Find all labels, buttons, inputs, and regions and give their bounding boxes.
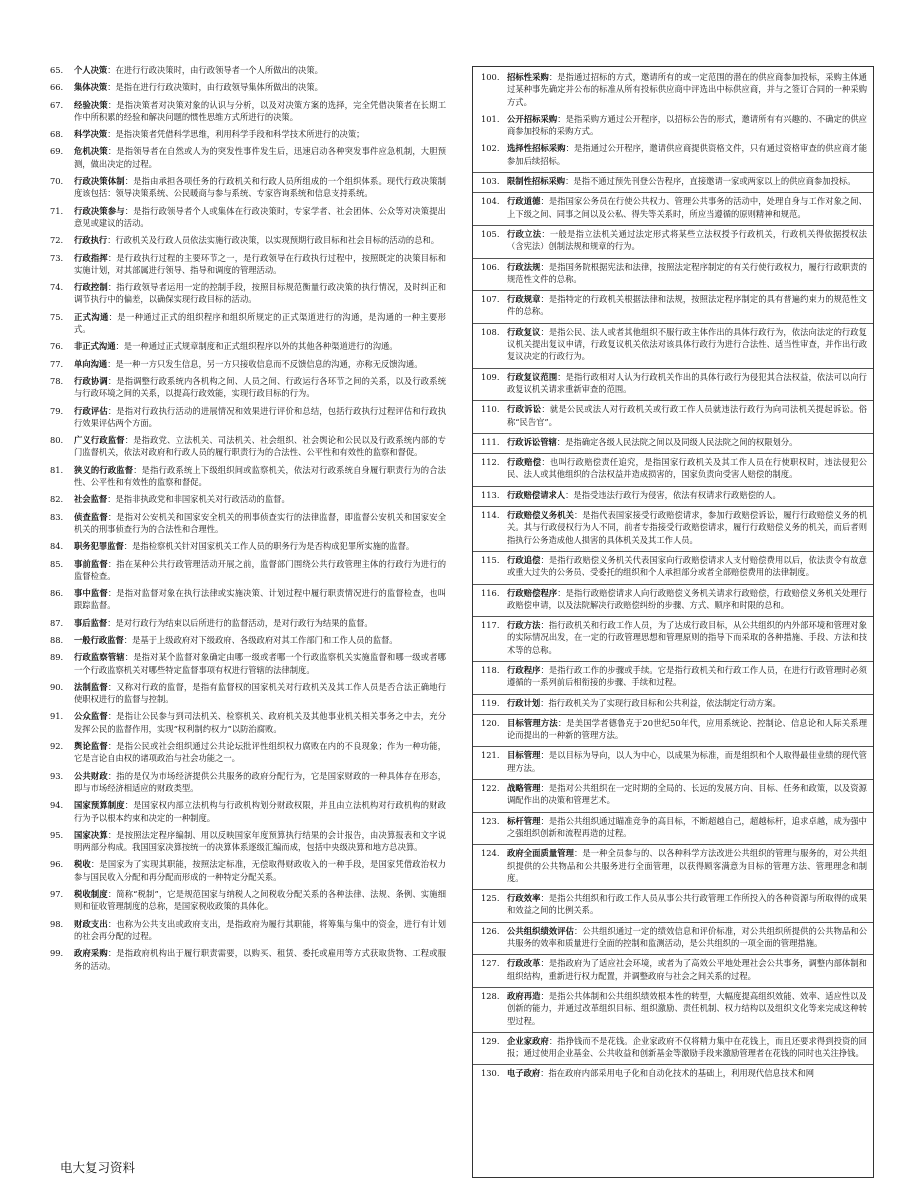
glossary-entry <box>50 205 446 230</box>
entry-number: 87. <box>50 617 64 628</box>
entry-definition: ：是指检察机关针对国家机关工作人员的职务行为是否构成犯罪所实施的监督。 <box>123 541 415 552</box>
entry-number: 88. <box>50 634 64 645</box>
entry-term: 目标管理 <box>507 750 541 761</box>
entry-term: 政府全面质量管理 <box>507 848 574 859</box>
entry-definition: ：是以目标为导向，以人为中心，以成果为标准，而是组织和个人取得最佳业绩的现代管理方法。 <box>507 750 867 773</box>
entry-term: 行政追偿 <box>507 554 541 565</box>
entry-definition: ：是指公共体制和公共组织绩效根本性的转型，大幅度提高组织效能、效率、适应性以及创新的能力，并通过改革组织目标、组织激励、责任机制、权力结构以及组织文化等来完成这种转型过程。 <box>507 990 867 1026</box>
entry-term: 公共财政 <box>74 770 108 781</box>
glossary-entry <box>481 113 867 138</box>
entry-number: 93. <box>50 770 64 781</box>
entry-definition: ：是指政党、立法机关、司法机关、社会组织、社会舆论和公民以及行政系统内部的专门监督机关，依法对政府和行政人员的履行职责行为的合法性、公平性和有效性的监察和督促。 <box>74 435 446 458</box>
glossary-entry <box>50 145 446 170</box>
glossary-entry <box>473 290 873 318</box>
glossary-entry <box>50 64 446 76</box>
entry-definition: ：是一种全员参与的、以各种科学方法改进公共组织的管理与服务的，对公共组织提供的公共物品和公共服务进行全面管理，以获得顾客满意为目标的管理方法、管理理念和制度。 <box>507 848 867 883</box>
entry-number: 100. <box>481 72 500 82</box>
entry-definition: ：是指由承担各项任务的行政机关和行政人员所组成的一个组织体系。现代行政决策制度该包括：领导决策系统、公民暖商与参与系统、专家咨询系统和信息支持系统。 <box>74 176 446 199</box>
entry-number: 86. <box>50 588 64 599</box>
entry-term: 标杆管理 <box>507 815 541 826</box>
glossary-entry <box>50 234 446 246</box>
entry-term: 行政赔偿请求人 <box>507 489 566 500</box>
entry-definition: ：是美国学者德鲁克于20世纪50年代，应用系统论、控制论、信息论和人际关系理论而提出的一种新的管理方法。 <box>507 717 867 741</box>
entry-definition: ：是指政府机构出于履行职责需要，以购买、租赁、委托或雇用等方式获取货物、工程或服务的活动。 <box>74 948 446 971</box>
entry-definition: ：是基于上级政府对下级政府、各级政府对其工作部门和工作人员的监督。 <box>123 634 398 645</box>
entry-term: 行政指挥 <box>74 252 108 263</box>
entry-term: 战略管理 <box>507 783 541 794</box>
entry-number: 78. <box>50 375 64 386</box>
glossary-entry <box>473 661 873 689</box>
entry-term: 国家预算制度 <box>74 800 125 811</box>
entry-term: 行政道德 <box>507 196 541 207</box>
entry-term: 政府采购 <box>74 948 108 959</box>
glossary-entry <box>50 888 446 913</box>
entry-number: 65. <box>50 65 64 75</box>
entry-number: 111. <box>481 436 500 447</box>
entry-term: 行政复议范围 <box>507 371 558 382</box>
entry-term: 法制监督 <box>74 681 108 692</box>
entry-number: 97. <box>50 889 64 900</box>
entry-term: 非正式沟通 <box>74 341 116 352</box>
entry-number: 67. <box>50 99 64 110</box>
entry-number: 115. <box>481 554 500 565</box>
entry-term: 集体决策 <box>74 82 108 93</box>
entry-term: 限制性招标采购 <box>507 176 566 187</box>
entry-term: 行政决策体制 <box>74 176 125 187</box>
entry-definition: ：是国家权内部立法机构与行政机构划分财政权限，并且由立法机构对行政机构的财政行为予以根本约束和决定的一种制度。 <box>74 800 446 823</box>
entry-number: 129. <box>481 1035 500 1046</box>
right-column <box>472 66 874 1178</box>
glossary-entry <box>473 400 873 428</box>
entry-term: 行政复议 <box>507 326 541 337</box>
glossary-entry <box>50 252 446 277</box>
entry-number: 107. <box>481 294 500 305</box>
entry-number: 130. <box>481 1068 500 1079</box>
entry-definition: ：就是公民或法人对行政机关或行政工作人员就违法行政行为向司法机关提起诉讼。俗称“民告官”。 <box>507 404 867 427</box>
entry-number: 72. <box>50 235 64 246</box>
entry-number: 79. <box>50 405 64 416</box>
page-footer: 电大复习资料 <box>60 1160 136 1175</box>
entry-term: 行政效率 <box>507 893 541 904</box>
entry-number: 121. <box>481 750 500 761</box>
entry-number: 108. <box>481 326 500 337</box>
entry-definition: ：是指行政相对人认为行政机关作出的具体行政行为侵犯其合法权益，依法可以向行政复议机关请求重新审查的范围。 <box>507 371 867 394</box>
entry-term: 行政赔偿 <box>507 457 542 468</box>
entry-number: 66. <box>50 82 64 93</box>
entry-definition: ：是指对行政执行活动的进展情况和效果进行评价和总结，包括行政执行过程评估和行政执行效果评估两个方面。 <box>74 405 446 428</box>
glossary-entry <box>473 323 873 363</box>
entry-number: 118. <box>481 664 500 675</box>
entry-term: 行政程序 <box>507 664 541 675</box>
glossary-entry <box>50 81 446 93</box>
entry-number: 85. <box>50 558 64 569</box>
glossary-entry <box>473 889 873 917</box>
glossary-entry <box>50 375 446 400</box>
glossary-entry <box>481 71 867 108</box>
glossary-entry <box>481 142 867 167</box>
glossary-entry <box>473 506 873 546</box>
entry-number: 98. <box>50 918 64 929</box>
glossary-entry <box>50 99 446 124</box>
entry-term: 电子政府 <box>507 1068 541 1079</box>
entry-term: 公开招标采购 <box>507 113 558 124</box>
glossary-entry <box>473 812 873 840</box>
entry-definition: ：是指政府为了适应社会环境，或者为了高效公平地处理社会公共事务，调整内部体制和组织结构，重新进行权力配置，并调整政府与社会之间关系的过程。 <box>507 958 867 981</box>
entry-number: 126. <box>481 925 500 936</box>
entry-term: 科学决策 <box>74 129 108 140</box>
entry-definition: ：指的是仅为市场经济提供公共服务的政府分配行为，它是国家财政的一种具体存在形态，即与市场经济相适应的财政类型。 <box>74 770 446 793</box>
entry-number: 94. <box>50 800 64 811</box>
entry-number: 70. <box>50 176 64 187</box>
entry-term: 企业家政府 <box>507 1035 549 1046</box>
entry-term: 个人决策 <box>74 65 108 75</box>
glossary-entry <box>473 584 873 612</box>
entry-number: 125. <box>481 893 500 904</box>
entry-definition: ：是指通过公开程序，邀请供应商提供资格文件，只有通过资格审查的供应商才能参加后续招标。 <box>507 143 867 166</box>
entry-number: 71. <box>50 205 64 216</box>
glossary-entry <box>50 651 446 676</box>
entry-definition: ：是国家为了实现其职能，按照法定标准，无偿取得财政收入的一种手段，是国家凭借政治权力参与国民收入分配和再分配而形成的一种特定分配关系。 <box>74 859 446 882</box>
entry-definition: ：是指在进行行政决策时，由行政领导集体所做出的决策。 <box>107 82 323 93</box>
entry-definition: ：是指国家公务员在行使公共权力、管理公共事务的活动中，处理自身与工作对象之间、上下级之间、同事之间以及公私、得失等关系时，所应当遵循的原则精神和规范。 <box>507 196 867 219</box>
entry-term: 行政控制 <box>74 282 108 293</box>
entry-term: 行政协调 <box>74 375 108 386</box>
glossary-entry <box>50 128 446 140</box>
entry-term: 政府再造 <box>507 990 541 1001</box>
entry-definition: ：是指确定各级人民法院之间以及同级人民法院之间的权限划分。 <box>556 436 798 447</box>
glossary-entry <box>50 558 446 583</box>
glossary-entry <box>50 358 446 370</box>
entry-term: 事中监督 <box>74 588 108 599</box>
entry-definition: ：公共组织通过一定的绩效信息和评价标准，对公共组织所提供的公共物品和公共服务的效率和质量进行全面的控制和监测活动，是公共组织的一项全面的管理措施。 <box>507 925 867 949</box>
entry-term: 行政改革 <box>507 958 541 969</box>
entry-number: 123. <box>481 815 500 826</box>
glossary-entry <box>50 511 446 536</box>
entry-definition: ：是一种一方只发生信息，另一方只接收信息而不反馈信息的沟通，亦称无反馈沟通。 <box>107 358 423 369</box>
glossary-entry <box>473 746 873 774</box>
entry-term: 目标管理方法 <box>507 717 558 728</box>
entry-term: 行政方法 <box>507 620 541 631</box>
entry-term: 正式沟通 <box>74 311 109 322</box>
entry-term: 行政计划 <box>507 697 541 708</box>
entry-definition: ：是指行政系统上下级组织间或监察机关，依法对行政系统自身履行职责行为的合法性、公平性和有效性的监察和督促。 <box>74 464 446 488</box>
entry-definition: ：指行政领导者运用一定的控制手段，按照目标规范衡量行政决策的执行情况，及时纠正和调节执行中的偏差，以确保实现行政目标的活动。 <box>74 282 446 305</box>
entry-term: 行政赔偿程序 <box>507 587 558 598</box>
entry-term: 行政监察管辖 <box>74 652 125 663</box>
entry-number: 106. <box>481 261 500 272</box>
entry-number: 116. <box>481 587 500 598</box>
glossary-entry <box>50 710 446 735</box>
entry-number: 83. <box>50 511 64 522</box>
entry-term: 行政执行 <box>74 235 108 246</box>
glossary-entry <box>50 464 446 489</box>
glossary-entry <box>50 540 446 552</box>
entry-term: 行政规章 <box>507 294 541 305</box>
entry-term: 选择性招标采购 <box>507 143 566 154</box>
entry-number: 112. <box>481 457 500 468</box>
entry-definition: ：是指行政领导者个人或集体在行政决策时，专家学者、社会团体、公众等对决策提出意见或建议的活动。 <box>74 205 446 228</box>
entry-definition: ：是一种通过正式规章制度和正式组织程序以外的其他各种渠道进行的沟通。 <box>115 341 398 352</box>
entry-number: 110. <box>481 404 500 415</box>
entry-definition: ：是指行政工作的步骤或手续。它是指行政机关和行政工作人员，在进行行政管理时必须遵循的一系列前后相衔接的步骤、手续和过程。 <box>507 664 867 688</box>
glossary-entry <box>473 486 873 501</box>
entry-number: 117. <box>481 620 500 631</box>
entry-term: 行政赔偿义务机关 <box>507 510 574 521</box>
entry-definition: ：是指代表国家接受行政赔偿请求，参加行政赔偿诉讼，履行行政赔偿义务的机关。其与行政侵权行为人不同，前者专指接受行政赔偿请求，履行行政赔偿义务的机关，而后者则指执行公务造成他人损害的具体机关及其工作人员。 <box>507 510 867 545</box>
entry-term: 行政立法 <box>507 228 542 239</box>
entry-definition: ：是指公民、法人或者其他组织不服行政主体作出的具体行政行为，依法向法定的行政复议机关提出复议申请，行政复议机关依法对该具体行政行为进行合法性、适当性审查，并作出行政复议决定的行政行为。 <box>507 326 867 362</box>
entry-term: 税收 <box>74 859 91 870</box>
entry-term: 行政决策参与 <box>74 205 125 216</box>
entry-number: 102. <box>481 143 500 154</box>
entry-number: 92. <box>50 741 64 752</box>
entry-number: 99. <box>50 948 64 959</box>
entry-definition: ：是指公共组织通过瞄准竞争的高目标，不断超越自己，超越标杆，追求卓越，成为强中之强组织创新和流程再造的过程。 <box>507 815 867 838</box>
entry-number: 74. <box>50 282 64 293</box>
entry-term: 行政评估 <box>74 405 108 416</box>
entry-number: 90. <box>50 681 64 692</box>
entry-definition: ：简称“税制”，它是规范国家与纳税人之间税收分配关系的各种法律、法规、条例、实施细则和征收管理制度的总称，是国家税收政策的具体化。 <box>74 889 446 912</box>
entry-number: 104. <box>481 196 500 207</box>
entry-definition: ：是按照法定程序编制、用以反映国家年度预算执行结果的会计报告，由决算报表和文字说明两部分构成。我国国家决算按统一的决算体系逐级汇编而成，包括中央级决算和地方总决算。 <box>74 829 446 853</box>
entry-definition: ：是指特定的行政机关根据法律和法规，按照法定程序制定的具有普遍约束力的规范性文件的总称。 <box>507 294 867 317</box>
entry-number: 73. <box>50 252 64 263</box>
entry-definition: ：是对行政行为结束以后所进行的监督活动，是对行政行为结果的监督。 <box>107 617 373 628</box>
entry-number: 69. <box>50 146 64 157</box>
glossary-entry <box>50 799 446 824</box>
entry-term: 国家决算 <box>74 829 108 840</box>
entry-definition: ：是指不通过预先刊登公告程序，直接邀请一家或两家以上的供应商参加投标。 <box>565 176 856 187</box>
glossary-entry <box>50 405 446 430</box>
glossary-entry <box>50 281 446 306</box>
glossary-entry <box>50 175 446 200</box>
entry-definition: ：是指决策者凭借科学思维，利用科学手段和科学技术所进行的决策； <box>107 129 365 140</box>
glossary-entry <box>473 1064 873 1079</box>
entry-definition: ：在进行行政决策时，由行政领导者一个人所做出的决策。 <box>107 65 323 75</box>
entry-number: 101. <box>481 113 500 124</box>
entry-number: 113. <box>481 489 500 500</box>
entry-number: 82. <box>50 494 64 505</box>
glossary-entry <box>473 192 873 220</box>
entry-definition: ：是指调整行政系统内各机构之间、人员之间、行政运行各环节之间的关系，以及行政系统与行政环境之间的关系，以提高行政效能，实现行政目标的行为。 <box>74 375 446 399</box>
glossary-entry <box>473 453 873 481</box>
entry-definition: ：是指对公安机关和国家安全机关的刑事侦查实行的法律监督，即监督公安机关和国家安全机关的刑事侦查行为的合法性和合理性。 <box>74 511 446 534</box>
entry-definition: ：是指非执政党和非国家机关对行政活动的监督。 <box>107 494 290 505</box>
entry-number: 122. <box>481 783 500 794</box>
glossary-entry <box>473 172 873 187</box>
entry-definition: ：是指让公民参与到司法机关、检察机关、政府机关及其他事业机关相关事务之中去，充分发挥公民的监督作用，实现“权利制约权力”以防治腐败。 <box>74 711 446 734</box>
glossary-entry <box>50 947 446 972</box>
entry-definition: ：是指公民或社会组织通过公共论坛批评性组织权力腐败在内的不良现象；作为一种功能，它是言论自由权的诸项政治与社会功能之一。 <box>74 741 446 764</box>
entry-term: 行政法规 <box>507 261 541 272</box>
glossary-entry <box>473 1032 873 1060</box>
glossary-entry <box>50 493 446 505</box>
glossary-entry <box>50 587 446 612</box>
entry-definition: ：一般是指立法机关通过法定形式将某些立法权授予行政机关，行政机关得依据授权法（含宪法）创制法规和规章的行为。 <box>507 228 867 252</box>
glossary-entry <box>473 714 873 742</box>
entry-definition: ：指行政机关为了实现行政目标和公共利益，依法制定行动方案。 <box>540 697 781 708</box>
entry-term: 事后监督 <box>74 617 108 628</box>
entry-term: 一般行政监督 <box>74 634 124 645</box>
entry-term: 社会监督 <box>74 494 108 505</box>
glossary-entry <box>473 844 873 884</box>
left-column <box>50 64 446 977</box>
glossary-entry <box>50 681 446 706</box>
glossary-entry <box>473 779 873 807</box>
entry-number: 75. <box>50 311 64 322</box>
entry-number: 89. <box>50 652 64 663</box>
entry-number: 81. <box>50 464 64 475</box>
glossary-entry <box>473 225 873 253</box>
glossary-entry <box>473 368 873 396</box>
entry-number: 84. <box>50 541 64 552</box>
entry-definition: ：是指对某个监督对象确定由哪一级或者哪一个行政监察机关实施监督和哪一级或者哪一个行政监察机关对哪些特定监督事项有权进行管辖的法律制度。 <box>74 652 446 675</box>
glossary-entry <box>50 770 446 795</box>
entry-term: 行政诉讼 <box>507 404 542 415</box>
entry-definition: ：又称对行政的监督，是指有监督权的国家机关对行政机关及其工作人员是否合法正确地行使职权进行的监督与控制。 <box>74 681 446 705</box>
entry-number: 128. <box>481 990 500 1001</box>
glossary-entry <box>50 434 446 459</box>
entry-number: 96. <box>50 859 64 870</box>
glossary-entry <box>50 858 446 883</box>
glossary-entry <box>50 340 446 352</box>
right-column-content <box>473 67 873 1080</box>
entry-term: 职务犯罪监督 <box>74 541 124 552</box>
entry-term: 单向沟通 <box>74 358 108 369</box>
entry-number: 95. <box>50 829 64 840</box>
entry-definition: ：是指公共组织和行政工作人员从事公共行政管理工作所投入的各种资源与所取得的成果和效益之间的比例关系。 <box>507 893 867 916</box>
entry-definition: ：行政机关及行政人员依法实施行政决策，以实现预期行政目标和社会目标的活动的总和。 <box>107 235 440 246</box>
entry-definition: ：是指领导者在自然或人为的突发性事件发生后，迅速启动各种突发事件应急机制，大胆预测，做出决定的过程。 <box>74 146 446 169</box>
glossary-entry <box>50 829 446 854</box>
glossary-entry <box>473 616 873 656</box>
entry-definition: ：也叫行政赔偿责任追究，是指国家行政机关及其工作人员在行使职权时，违法侵犯公民、法人或其他组织的合法权益并造成损害的，国家负责向受害人赔偿的制度。 <box>507 457 867 480</box>
entry-definition: ：指行政机关和行政工作人员，为了达成行政目标，从公共组织的内外部环境和管理对象的实际情况出发，在一定的行政管理思想和管理原则的指导下而采取的各种措施、手段、方法和技术等的总称。 <box>507 620 867 655</box>
glossary-entry <box>473 954 873 982</box>
entry-number: 105. <box>481 228 500 239</box>
entry-number: 80. <box>50 435 64 446</box>
entry-term: 狭义的行政监督 <box>74 464 134 475</box>
entry-definition: ：是指行政赔偿义务机关代表国家向行政赔偿请求人支付赔偿费用以后，依法责令有故意或重大过失的公务员、受委托的组织和个人承担部分或者全部赔偿费用的法律制度。 <box>507 554 867 578</box>
entry-term: 经验决策 <box>74 99 108 110</box>
entry-term: 广义行政监督 <box>74 435 125 446</box>
entry-term: 财政支出 <box>74 918 108 929</box>
entry-number: 119. <box>481 697 500 708</box>
entry-definition: ：是指国务院根据宪法和法律，按照法定程序制定的有关行使行政权力，履行行政职责的规范性文件的总称。 <box>507 261 867 284</box>
entry-number: 103. <box>481 176 500 187</box>
entry-number: 120. <box>481 717 500 728</box>
glossary-entry <box>473 258 873 286</box>
entry-definition: ：是指行政赔偿请求人向行政赔偿义务机关请求行政赔偿，行政赔偿义务机关处理行政赔偿申请，以及法院解决行政赔偿纠纷的步骤、方式、顺序和时限的总和。 <box>507 587 867 610</box>
entry-term: 公众监督 <box>74 711 108 722</box>
glossary-entry <box>473 694 873 709</box>
glossary-entry <box>50 918 446 943</box>
entry-definition: ：是指决策者对决策对象的认识与分析，以及对决策方案的选择，完全凭借决策者在长期工作中所积累的经验和解决问题的惯性思维方式所进行的决策。 <box>74 99 446 122</box>
entry-number: 109. <box>481 371 500 382</box>
glossary-entry <box>473 922 873 950</box>
entry-term: 事前监督 <box>74 558 108 569</box>
entry-definition: ：是指通过招标的方式，邀请所有的或一定范围的潜在的供应商参加投标，采购主体通过某种事先确定并公布的标准从所有投标供应商中评选出中标供应商，并与之签订合同的一种采购方式。 <box>507 72 867 107</box>
entry-definition: ：是指对监督对象在执行法律或实施决策、计划过程中履行职责情况进行的监督检查，也叫跟踪监督。 <box>74 588 446 611</box>
entry-definition: ：指在某种公共行政管理活动开展之前，监督部门围绕公共行政管理主体的行政行为进行的监督检查。 <box>74 558 446 581</box>
entry-term: 舆论监督 <box>74 741 108 752</box>
entry-number: 127. <box>481 958 500 969</box>
entry-definition: ：指在政府内部采用电子化和自动化技术的基础上，利用现代信息技术和网 <box>540 1068 815 1079</box>
entry-term: 行政诉讼管辖 <box>507 436 557 447</box>
glossary-entry <box>473 551 873 579</box>
glossary-entry <box>50 617 446 629</box>
entry-definition: ：是行政执行过程的主要环节之一，是行政领导在行政执行过程中，按照既定的决策目标和实施计划，对其部属进行领导、指导和调度的管理活动。 <box>74 252 446 275</box>
entry-number: 114. <box>481 510 500 521</box>
entry-number: 68. <box>50 129 64 140</box>
entry-term: 公共组织绩效评估 <box>507 925 574 936</box>
glossary-entry <box>50 311 446 336</box>
entry-number: 91. <box>50 711 64 722</box>
glossary-entry <box>473 433 873 448</box>
glossary-entry <box>50 634 446 646</box>
entry-definition: ：是指对公共组织在一定时期的全局的、长远的发展方向、目标、任务和政策，以及资源调配作出的决策和管理艺术。 <box>507 783 867 806</box>
entry-number: 124. <box>481 848 500 859</box>
entry-definition: ：指挣钱而不是花钱。企业家政府不仅将精力集中在花钱上，而且还要求得到投资的回报；通过使用企业基金、公共收益和创新基金等激励手段来激励管理者在花钱的同时也关注挣钱。 <box>507 1035 867 1059</box>
entry-term: 税收制度 <box>74 889 108 900</box>
glossary-entry <box>473 987 873 1027</box>
entry-number: 77. <box>50 358 64 369</box>
entry-definition: ：是指受违法行政行为侵害，依法有权请求行政赔偿的人。 <box>565 489 781 500</box>
entry-definition: ：也称为公共支出或政府支出，是指政府为履行其职能，将筹集与集中的资金，进行有计划的社会再分配的过程。 <box>74 918 446 941</box>
entry-definition: ：是一种通过正式的组织程序和组织所规定的正式渠道进行的沟通，是沟通的一种主要形式。 <box>74 311 446 335</box>
glossary-entry <box>50 740 446 765</box>
entry-number: 76. <box>50 341 64 352</box>
entry-term: 危机决策 <box>74 146 108 157</box>
entry-term: 招标性采购 <box>507 72 549 82</box>
entry-definition: ：是指采购方通过公开程序，以招标公告的形式，邀请所有有兴趣的、不确定的供应商参加投标的采购方式。 <box>507 113 867 137</box>
entry-term: 侦查监督 <box>74 511 108 522</box>
